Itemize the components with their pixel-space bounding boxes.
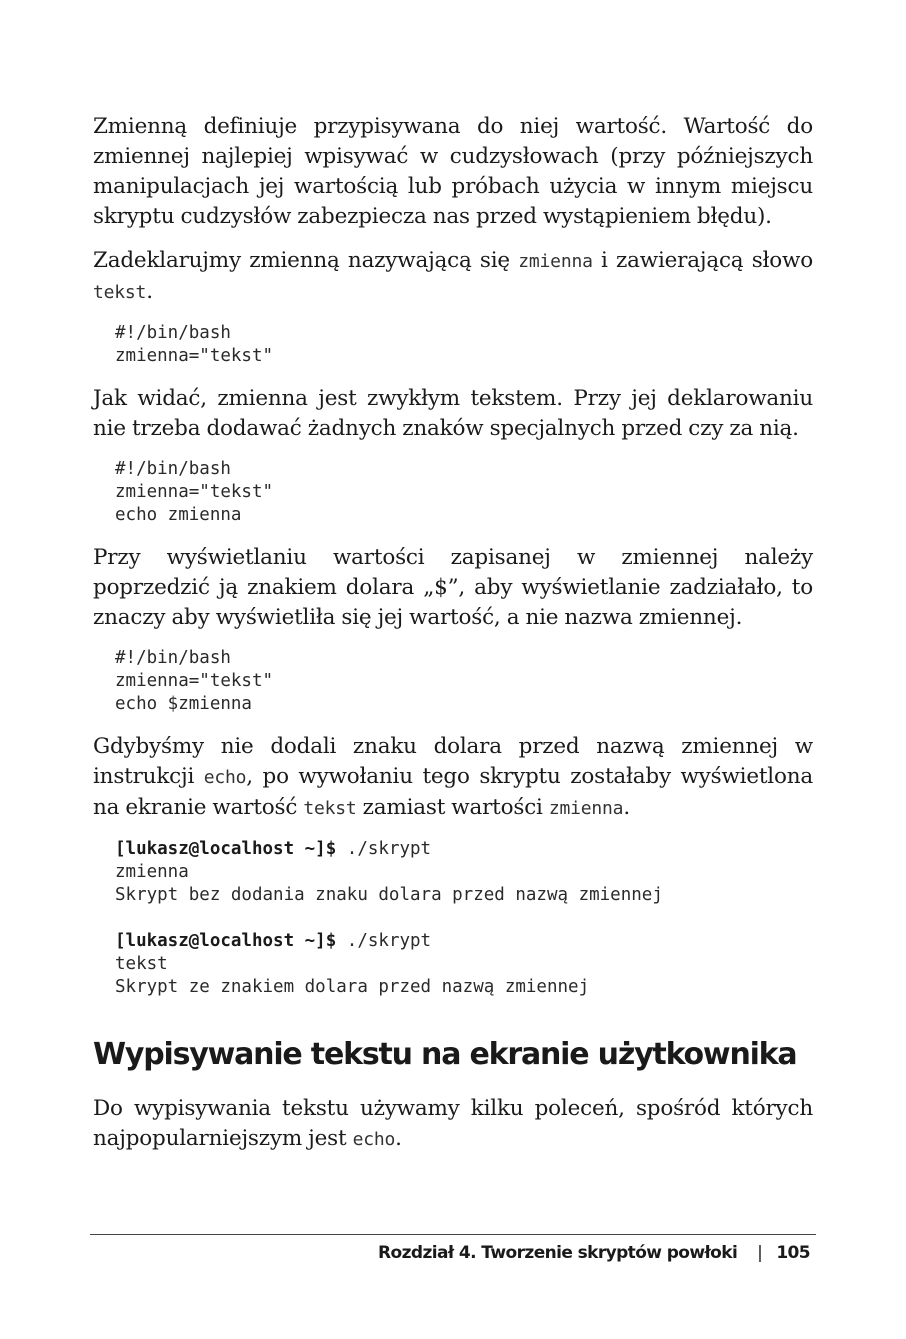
text-run: . bbox=[395, 1126, 402, 1151]
text-run: Zadeklarujmy zmienną nazywającą się bbox=[93, 248, 519, 273]
paragraph-declare-variable bbox=[93, 246, 813, 308]
spacer bbox=[115, 907, 813, 930]
shell-command: ./skrypt bbox=[336, 839, 432, 859]
inline-code: tekst bbox=[303, 798, 357, 819]
terminal-command-line bbox=[115, 930, 813, 953]
terminal-output bbox=[115, 838, 813, 999]
footer-divider bbox=[90, 1234, 816, 1235]
paragraph-dollar-sign: Przy wyświetlaniu wartości zapisanej w zmiennej należy poprzedzić ją znakiem dolara „$”, aby wyświetlanie zadziałało, to znaczy aby wyświetliła się jej wartość, a nie nazwa zmiennej. bbox=[93, 545, 813, 630]
code-line: zmienna="tekst" bbox=[115, 671, 274, 691]
text-run: Do wypisywania tekstu używamy kilku poleceń, spośród których najpopularniejszym jest bbox=[93, 1096, 813, 1151]
text-run: . bbox=[623, 795, 630, 820]
code-block-2 bbox=[115, 458, 813, 527]
inline-code: tekst bbox=[93, 282, 147, 303]
text-run: i zawierającą słowo bbox=[592, 248, 813, 273]
inline-code: zmienna bbox=[518, 251, 593, 272]
footer-chapter-title: Rozdział 4. Tworzenie skryptów powłoki bbox=[378, 1243, 738, 1263]
paragraph-plain-text-variable: Jak widać, zmienna jest zwykłym tekstem. Przy jej deklarowaniu nie trzeba dodawać żadnych znaków specjalnych przed czy za nią. bbox=[93, 386, 813, 441]
section-heading: Wypisywanie tekstu na ekranie użytkownika bbox=[93, 1037, 797, 1072]
terminal-output-line: tekst bbox=[115, 954, 168, 974]
code-line: echo $zmienna bbox=[115, 694, 252, 714]
code-line: echo zmienna bbox=[115, 505, 242, 525]
terminal-output-line: Skrypt bez dodania znaku dolara przed nazwą zmiennej bbox=[115, 885, 663, 905]
paragraph-without-dollar bbox=[93, 732, 813, 824]
paragraph-echo-intro bbox=[93, 1094, 813, 1155]
terminal-output-line: Skrypt ze znakiem dolara przed nazwą zmiennej bbox=[115, 977, 590, 997]
code-line: #!/bin/bash bbox=[115, 459, 231, 479]
text-run: , po wywołaniu tego skryptu zostałaby wyświetlona na ekranie wartość bbox=[93, 764, 813, 820]
inline-code: echo bbox=[352, 1129, 396, 1150]
inline-code: zmienna bbox=[548, 798, 624, 819]
terminal-command-line bbox=[115, 838, 813, 861]
page-content bbox=[93, 112, 813, 1169]
page-footer bbox=[378, 1243, 810, 1263]
code-block-1 bbox=[115, 322, 813, 368]
code-line: #!/bin/bash bbox=[115, 323, 231, 343]
terminal-output-line: zmienna bbox=[115, 862, 189, 882]
page-number: 105 bbox=[776, 1243, 810, 1263]
text-run: zamiast wartości bbox=[356, 795, 549, 820]
code-line: zmienna="tekst" bbox=[115, 346, 274, 366]
paragraph-variable-definition: Zmienną definiuje przypisywana do niej wartość. Wartość do zmiennej najlepiej wpisywać w cudzysłowach (przy późniejszych manipulacjach jej wartością lub próbach użycia w innym miejscu skryptu cudzysłów zabezpiecza nas przed wystąpieniem błędu). bbox=[93, 114, 813, 229]
shell-command: ./skrypt bbox=[336, 931, 432, 951]
code-line: #!/bin/bash bbox=[115, 648, 231, 668]
footer-separator: | bbox=[757, 1243, 763, 1263]
inline-code: echo bbox=[203, 767, 247, 788]
text-run: Gdybyśmy nie dodali znaku dolara przed nazwą zmiennej w instrukcji bbox=[93, 734, 813, 789]
shell-prompt: [lukasz@localhost ~]$ bbox=[115, 931, 337, 951]
code-block-3 bbox=[115, 647, 813, 716]
text-run: . bbox=[146, 279, 153, 304]
code-line: zmienna="tekst" bbox=[115, 482, 274, 502]
shell-prompt: [lukasz@localhost ~]$ bbox=[115, 839, 337, 859]
